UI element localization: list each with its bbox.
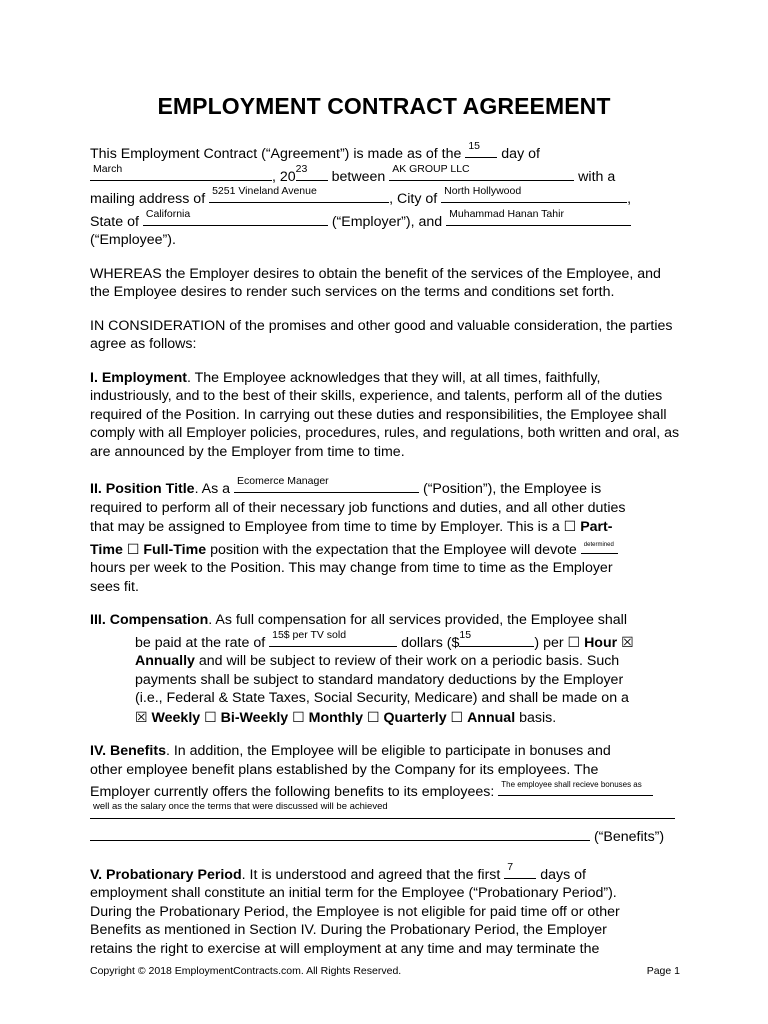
quarterly-label: Quarterly xyxy=(383,709,447,726)
rate-field[interactable] xyxy=(269,630,397,647)
benefits-value-2: well as the salary once the terms that were discussed will be achieved xyxy=(93,800,388,812)
section-compensation xyxy=(90,611,680,727)
section-text: Benefits as mentioned in Section IV. During the Probationary Period, the Employer xyxy=(90,922,607,938)
intro-text: between xyxy=(331,168,386,185)
employer-name-value: AK GROUP LLC xyxy=(392,162,470,175)
benefits-field-line-1[interactable] xyxy=(498,779,653,796)
document-title: EMPLOYMENT CONTRACT AGREEMENT xyxy=(157,93,611,119)
full-time-checkbox[interactable]: ☐ xyxy=(126,540,140,557)
section-text: required to perform all of their necessary job functions and duties, and all other duties xyxy=(90,499,626,516)
page-footer xyxy=(90,965,680,977)
annually-label: Annually xyxy=(135,653,195,669)
section-benefits xyxy=(90,742,680,847)
intro-text: State of xyxy=(90,213,139,230)
state-field[interactable] xyxy=(143,209,328,226)
section-position-title xyxy=(90,476,680,596)
amount-field[interactable] xyxy=(459,630,534,647)
hour-label: Hour xyxy=(584,634,618,651)
part-time-label: Time xyxy=(90,541,123,558)
biweekly-checkbox[interactable]: ☐ xyxy=(204,708,217,725)
intro-text: , City of xyxy=(389,191,438,207)
section-heading: II. Position Title xyxy=(90,481,195,497)
section-text: basis. xyxy=(519,709,557,726)
intro-text: with a xyxy=(578,168,616,185)
intro-text: , 20 xyxy=(272,168,296,185)
section-text: . The Employee acknowledges that they will, at all times, faithfully, industriously, and to the best of their skills, experience, and talents, perform all of the duties required of the Position. In carrying out these duties and responsibilities, the Employee shall comply with all Employer policies, procedures, rules, and regulations, both written and oral, as are announced by the Employer from time to time. xyxy=(90,369,680,460)
employer-name-field[interactable] xyxy=(389,164,574,181)
benefits-value-1: The employee shall recieve bonuses as xyxy=(501,780,642,789)
hours-value: determined xyxy=(583,541,614,548)
document-body xyxy=(90,141,680,973)
annually-checkbox[interactable]: ☒ xyxy=(621,633,634,650)
section-text: retains the right to exercise at will employment at any time and may terminate the xyxy=(90,940,600,957)
benefits-field-line-2[interactable] xyxy=(90,802,675,819)
section-text: that may be assigned to Employee from time to time by Employer. This is a xyxy=(90,519,560,535)
intro-text: mailing address of xyxy=(90,191,206,207)
section-text: . It is understood and agreed that the first xyxy=(241,866,501,883)
section-heading: III. Compensation xyxy=(90,612,209,628)
hour-checkbox[interactable]: ☐ xyxy=(567,633,581,650)
month-field[interactable] xyxy=(90,164,272,181)
state-value: California xyxy=(145,207,191,220)
copyright-text: Copyright © 2018 EmploymentContracts.com. All Rights Reserved. xyxy=(90,965,402,977)
year-value: 23 xyxy=(295,162,308,175)
intro-text: (“Employer”), and xyxy=(331,213,443,230)
section-text: . As full compensation for all services provided, the Employee shall xyxy=(208,612,627,628)
section-text: other employee benefit plans established by the Company for its employees. The xyxy=(90,761,599,778)
section-text: be paid at the rate of xyxy=(135,634,266,651)
monthly-checkbox[interactable]: ☐ xyxy=(292,708,305,725)
section-heading: IV. Benefits xyxy=(90,743,166,759)
intro-text: , xyxy=(627,191,632,207)
consideration-paragraph: IN CONSIDERATION of the promises and other good and valuable consideration, the parties agree as follows: xyxy=(90,317,673,352)
amount-value: 15 xyxy=(459,628,472,641)
annual-label: Annual xyxy=(467,709,516,726)
section-text: sees fit. xyxy=(90,578,139,595)
address-field[interactable] xyxy=(209,186,389,203)
section-text: Employer currently offers the following benefits to its employees: xyxy=(90,784,495,800)
city-value: North Hollywood xyxy=(444,185,522,197)
section-text: dollars ($ xyxy=(401,634,460,651)
city-field[interactable] xyxy=(441,186,627,203)
quarterly-checkbox[interactable]: ☐ xyxy=(366,708,380,725)
section-text: payments shall be subject to standard mandatory deductions by the Employer xyxy=(135,671,624,688)
section-text: (i.e., Federal & State Taxes, Social Security, Medicare) and shall be made on a xyxy=(135,690,629,706)
days-field[interactable] xyxy=(504,862,536,879)
weekly-label: Weekly xyxy=(151,709,201,726)
days-value: 7 xyxy=(507,860,514,873)
section-text: (“Benefits”) xyxy=(593,829,665,845)
weekly-checkbox[interactable]: ☒ xyxy=(135,708,148,725)
full-time-label: Full-Time xyxy=(143,541,207,558)
section-employment xyxy=(90,369,680,462)
section-text: During the Probationary Period, the Employee is not eligible for paid time off or other xyxy=(90,903,620,920)
section-heading: I. Employment xyxy=(90,369,187,386)
part-time-label: Part- xyxy=(580,519,613,535)
intro-paragraph xyxy=(90,141,680,250)
section-text: employment shall constitute an initial term for the Employee (“Probationary Period”). xyxy=(90,885,617,901)
rate-value: 15$ per TV sold xyxy=(272,628,347,641)
month-value: March xyxy=(93,162,123,175)
year-field[interactable] xyxy=(296,164,328,181)
section-text: (“Position”), the Employee is xyxy=(422,481,602,497)
intro-text: (“Employee”). xyxy=(90,232,176,248)
section-text: ) per xyxy=(534,634,564,651)
section-text: and will be subject to review of their work on a periodic basis. Such xyxy=(198,653,620,669)
biweekly-label: Bi-Weekly xyxy=(220,709,289,726)
address-value: 5251 Vineland Avenue xyxy=(212,185,317,197)
page-number: Page 1 xyxy=(646,965,680,977)
day-value: 15 xyxy=(468,140,481,152)
monthly-label: Monthly xyxy=(308,709,364,726)
employee-name-value: Muhammad Hanan Tahir xyxy=(449,207,564,220)
section-text: position with the expectation that the Employee will devote xyxy=(210,541,577,558)
position-value: Ecomerce Manager xyxy=(237,475,329,487)
annual-checkbox[interactable]: ☐ xyxy=(450,708,464,725)
position-field[interactable] xyxy=(234,476,419,493)
section-probationary-period xyxy=(90,862,680,959)
intro-text: day of xyxy=(501,146,540,162)
whereas-paragraph: WHEREAS the Employer desires to obtain the benefit of the services of the Employee, and the Employee desires to render such services on the terms and conditions set forth. xyxy=(90,265,661,300)
section-text: . As a xyxy=(194,481,231,497)
section-text: hours per week to the Position. This may change from time to time as the Employer xyxy=(90,560,613,576)
part-time-checkbox[interactable]: ☐ xyxy=(563,518,577,534)
intro-text: This Employment Contract (“Agreement”) is made as of the xyxy=(90,146,462,162)
day-field[interactable] xyxy=(465,141,497,158)
section-text: . In addition, the Employee will be eligible to participate in bonuses and xyxy=(165,743,611,759)
section-heading: V. Probationary Period xyxy=(90,866,242,883)
employee-name-field[interactable] xyxy=(446,209,631,226)
benefits-field-line-3[interactable] xyxy=(90,824,590,841)
hours-field[interactable] xyxy=(581,537,618,554)
section-text: days of xyxy=(540,866,586,883)
